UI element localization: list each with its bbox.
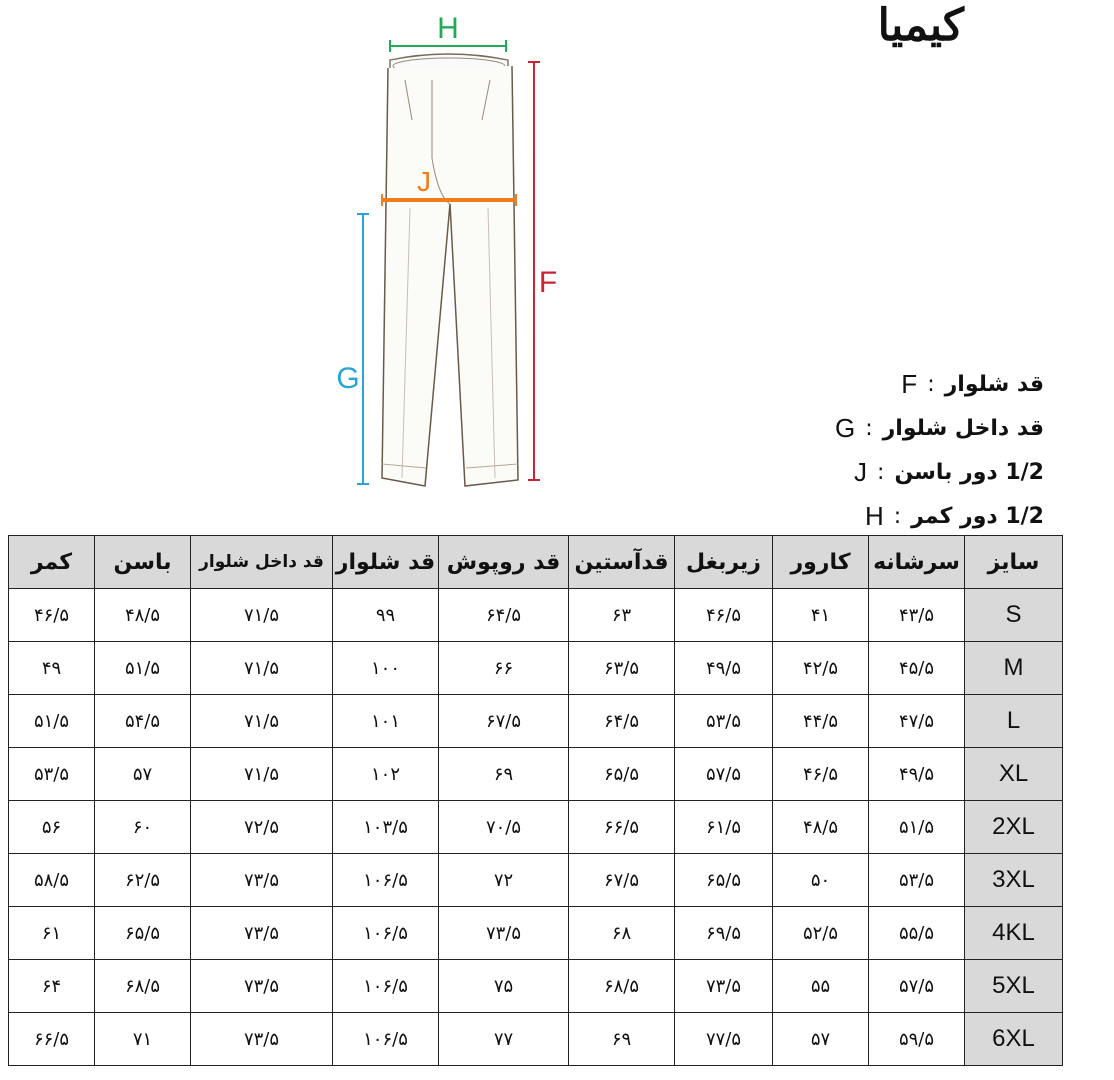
table-cell: ۶۹: [569, 1013, 675, 1066]
size-table: [8, 535, 1063, 1066]
size-cell: M: [965, 642, 1063, 695]
table-cell: ۶۷/۵: [439, 695, 569, 748]
table-row: [9, 1013, 1063, 1066]
table-cell: ۶۷/۵: [569, 854, 675, 907]
table-cell: ۶۸/۵: [569, 960, 675, 1013]
table-cell: ۷۱/۵: [191, 695, 333, 748]
table-cell: ۷۱/۵: [191, 589, 333, 642]
table-cell: ۶۸/۵: [95, 960, 191, 1013]
table-cell: ۷۳/۵: [675, 960, 773, 1013]
table-cell: ۶۴/۵: [439, 589, 569, 642]
table-cell: ۶۵/۵: [569, 748, 675, 801]
table-cell: ۵۱/۵: [9, 695, 95, 748]
header-cell: قد شلوار: [333, 536, 439, 589]
table-cell: ۶۳/۵: [569, 642, 675, 695]
table-cell: ۴۸/۵: [95, 589, 191, 642]
table-row: [9, 801, 1063, 854]
table-cell: ۴۶/۵: [675, 589, 773, 642]
table-cell: ۵۸/۵: [9, 854, 95, 907]
table-cell: ۶۵/۵: [675, 854, 773, 907]
measurement-legend: [724, 362, 1044, 538]
table-row: [9, 907, 1063, 960]
table-cell: ۷۷/۵: [675, 1013, 773, 1066]
table-cell: ۱۰۶/۵: [333, 1013, 439, 1066]
table-cell: ۴۶/۵: [773, 748, 869, 801]
header-cell: سرشانه: [869, 536, 965, 589]
table-cell: ۴۳/۵: [869, 589, 965, 642]
table-cell: ۵۳/۵: [675, 695, 773, 748]
table-cell: ۴۴/۵: [773, 695, 869, 748]
table-cell: ۵۶: [9, 801, 95, 854]
table-cell: ۷۳/۵: [191, 960, 333, 1013]
legend-row-f: F : قد شلوار: [901, 368, 1044, 399]
legend-code: G: [834, 412, 856, 443]
header-cell: قد روپوش: [439, 536, 569, 589]
table-cell: ۴۹: [9, 642, 95, 695]
size-cell: 6XL: [965, 1013, 1063, 1066]
legend-text: 1/2 دور باسن: [894, 459, 1044, 485]
table-cell: ۶۴: [9, 960, 95, 1013]
header-cell: زیربغل: [675, 536, 773, 589]
table-cell: ۹۹: [333, 589, 439, 642]
table-cell: ۵۴/۵: [95, 695, 191, 748]
legend-row-h: H : 1/2 دور کمر: [864, 500, 1044, 531]
table-cell: ۵۲/۵: [773, 907, 869, 960]
label-g: G: [336, 362, 360, 395]
header-cell: قدآستین: [569, 536, 675, 589]
size-cell: 3XL: [965, 854, 1063, 907]
label-h: H: [437, 12, 459, 45]
table-cell: ۵۷/۵: [869, 960, 965, 1013]
table-cell: ۴۸/۵: [773, 801, 869, 854]
table-cell: ۵۱/۵: [869, 801, 965, 854]
table-cell: ۷۳/۵: [191, 907, 333, 960]
table-cell: ۴۶/۵: [9, 589, 95, 642]
table-cell: ۴۵/۵: [869, 642, 965, 695]
table-cell: ۱۰۶/۵: [333, 854, 439, 907]
table-header-row: [9, 536, 1063, 589]
legend-code: H: [864, 500, 884, 531]
header-cell: کمر: [9, 536, 95, 589]
legend-row-g: G : قد داخل شلوار: [834, 412, 1044, 443]
table-cell: ۷۲/۵: [191, 801, 333, 854]
table-cell: ۴۷/۵: [869, 695, 965, 748]
table-cell: ۵۹/۵: [869, 1013, 965, 1066]
table-row: [9, 854, 1063, 907]
pants-diagram: [320, 8, 560, 498]
table-cell: ۵۵/۵: [869, 907, 965, 960]
table-cell: ۷۳/۵: [439, 907, 569, 960]
table-cell: ۶۱: [9, 907, 95, 960]
table-cell: ۷۳/۵: [191, 854, 333, 907]
table-cell: ۵۰: [773, 854, 869, 907]
header-cell: قد داخل شلوار: [191, 536, 333, 589]
table-cell: ۶۳: [569, 589, 675, 642]
table-cell: ۷۱: [95, 1013, 191, 1066]
table-cell: ۴۹/۵: [869, 748, 965, 801]
table-cell: ۶۵/۵: [95, 907, 191, 960]
table-cell: ۴۱: [773, 589, 869, 642]
label-j: J: [417, 166, 431, 197]
table-cell: ۷۲: [439, 854, 569, 907]
table-cell: ۱۰۶/۵: [333, 960, 439, 1013]
table-cell: ۶۶: [439, 642, 569, 695]
table-row: [9, 589, 1063, 642]
table-cell: ۷۱/۵: [191, 642, 333, 695]
size-cell: L: [965, 695, 1063, 748]
table-cell: ۶۹/۵: [675, 907, 773, 960]
table-cell: ۱۰۶/۵: [333, 907, 439, 960]
header-cell: کارور: [773, 536, 869, 589]
table-cell: ۷۷: [439, 1013, 569, 1066]
table-cell: ۱۰۲: [333, 748, 439, 801]
table-cell: ۷۵: [439, 960, 569, 1013]
table-cell: ۶۶/۵: [569, 801, 675, 854]
table-cell: ۵۳/۵: [9, 748, 95, 801]
legend-text: قد داخل شلوار: [882, 415, 1044, 441]
table-cell: ۵۷: [95, 748, 191, 801]
table-cell: ۵۵: [773, 960, 869, 1013]
label-f: F: [538, 266, 558, 299]
table-cell: ۶۶/۵: [9, 1013, 95, 1066]
legend-code: F: [901, 368, 918, 399]
table-cell: ۱۰۰: [333, 642, 439, 695]
table-cell: ۶۱/۵: [675, 801, 773, 854]
legend-text: 1/2 دور کمر: [911, 503, 1044, 529]
table-row: [9, 960, 1063, 1013]
table-cell: ۶۸: [569, 907, 675, 960]
size-cell: 5XL: [965, 960, 1063, 1013]
table-row: [9, 642, 1063, 695]
table-cell: ۵۷: [773, 1013, 869, 1066]
size-cell: S: [965, 589, 1063, 642]
table-cell: ۵۱/۵: [95, 642, 191, 695]
table-cell: ۴۹/۵: [675, 642, 773, 695]
table-cell: ۱۰۳/۵: [333, 801, 439, 854]
table-cell: ۷۳/۵: [191, 1013, 333, 1066]
table-cell: ۷۱/۵: [191, 748, 333, 801]
table-cell: ۵۳/۵: [869, 854, 965, 907]
size-cell: 4KL: [965, 907, 1063, 960]
table-row: [9, 748, 1063, 801]
brand-logo: کیمیا: [877, 0, 964, 51]
size-cell: XL: [965, 748, 1063, 801]
header-cell: سایز: [965, 536, 1063, 589]
legend-text: قد شلوار: [944, 371, 1044, 397]
table-cell: ۴۲/۵: [773, 642, 869, 695]
header-cell: باسن: [95, 536, 191, 589]
table-cell: ۶۰: [95, 801, 191, 854]
table-cell: ۷۰/۵: [439, 801, 569, 854]
table-cell: ۵۷/۵: [675, 748, 773, 801]
table-cell: ۶۲/۵: [95, 854, 191, 907]
legend-code: J: [854, 456, 868, 487]
legend-row-j: J : 1/2 دور باسن: [854, 456, 1044, 487]
table-cell: ۱۰۱: [333, 695, 439, 748]
table-cell: ۶۴/۵: [569, 695, 675, 748]
table-cell: ۶۹: [439, 748, 569, 801]
size-cell: 2XL: [965, 801, 1063, 854]
table-row: [9, 695, 1063, 748]
